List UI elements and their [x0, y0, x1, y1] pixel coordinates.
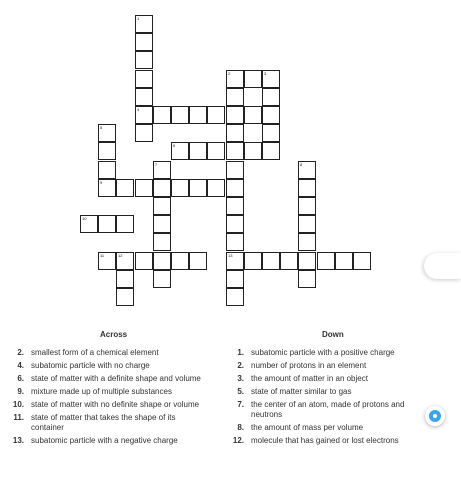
crossword-cell[interactable]: [226, 252, 244, 270]
crossword-cell[interactable]: [226, 124, 244, 142]
down-clue: [220, 374, 425, 384]
crossword-cell[interactable]: [244, 142, 262, 160]
crossword-cell[interactable]: [135, 51, 153, 69]
cell-number: 6: [173, 143, 176, 148]
crossword-cell[interactable]: [189, 106, 207, 124]
crossword-cell[interactable]: [135, 33, 153, 51]
across-clue: [0, 374, 205, 384]
crossword-cell[interactable]: [226, 179, 244, 197]
crossword-cell[interactable]: [226, 233, 244, 251]
cell-number: 1: [137, 16, 140, 21]
crossword-cell[interactable]: [116, 179, 134, 197]
cell-number: 12: [118, 253, 123, 258]
crossword-cell[interactable]: [135, 124, 153, 142]
crossword-cell[interactable]: [207, 142, 225, 160]
across-clue-list: [0, 348, 205, 449]
crossword-cell[interactable]: [189, 252, 207, 270]
crossword-cell[interactable]: [80, 215, 98, 233]
clue-number: 11.: [13, 413, 24, 422]
assistant-icon: [429, 410, 441, 422]
cell-number: 9: [100, 180, 103, 185]
crossword-cell[interactable]: [135, 106, 153, 124]
crossword-cell[interactable]: [298, 197, 316, 215]
cell-number: 5: [100, 125, 103, 130]
crossword-cell[interactable]: [226, 106, 244, 124]
crossword-cell[interactable]: [98, 252, 116, 270]
down-clue: [220, 361, 425, 371]
down-clue-list: [220, 348, 425, 449]
down-clue: [220, 348, 425, 358]
cell-number: 3: [264, 71, 267, 76]
clue-text: the center of an atom, made of protons and neutrons: [251, 400, 405, 419]
clue-text: state of matter with a definite shape and volume: [31, 374, 201, 383]
crossword-cell[interactable]: [116, 270, 134, 288]
crossword-cell[interactable]: [244, 70, 262, 88]
across-clue: [0, 400, 205, 410]
crossword-cell[interactable]: [298, 270, 316, 288]
down-clue: [220, 423, 425, 433]
crossword-cell[interactable]: [298, 233, 316, 251]
down-clue: [220, 387, 425, 397]
clue-number: 3.: [237, 374, 244, 383]
crossword-cell[interactable]: [280, 252, 298, 270]
across-clue: [0, 361, 205, 371]
clue-number: 2.: [237, 361, 244, 370]
down-clue: [220, 436, 425, 446]
crossword-cell[interactable]: [189, 179, 207, 197]
crossword-cell[interactable]: [153, 161, 171, 179]
clue-text: molecule that has gained or lost electrons: [251, 436, 399, 445]
crossword-cell[interactable]: [317, 252, 335, 270]
crossword-cell[interactable]: [226, 215, 244, 233]
crossword-cell[interactable]: [298, 215, 316, 233]
cell-number: 10: [82, 216, 87, 221]
crossword-cell[interactable]: [262, 252, 280, 270]
crossword-cell[interactable]: [98, 142, 116, 160]
crossword-cell[interactable]: [135, 179, 153, 197]
clue-text: subatomic particle with a positive charge: [251, 348, 395, 357]
across-clue: [0, 387, 205, 397]
clue-number: 1.: [237, 348, 244, 357]
clue-text: number of protons in an element: [251, 361, 367, 370]
crossword-cell[interactable]: [153, 106, 171, 124]
crossword-cell[interactable]: [226, 88, 244, 106]
crossword-cell[interactable]: [298, 252, 316, 270]
clue-number: 12.: [232, 436, 244, 445]
clue-text: subatomic particle with a negative charge: [31, 436, 178, 445]
cell-number: 4: [137, 107, 140, 112]
crossword-cell[interactable]: [262, 124, 280, 142]
crossword-cell[interactable]: [135, 88, 153, 106]
across-title: Across: [100, 330, 128, 339]
clue-number: 6.: [17, 374, 24, 383]
crossword-cell[interactable]: [116, 215, 134, 233]
down-title: Down: [322, 330, 344, 339]
crossword-cell[interactable]: [153, 197, 171, 215]
crossword-cell[interactable]: [153, 252, 171, 270]
crossword-cell[interactable]: [262, 70, 280, 88]
clue-number: 4.: [17, 361, 24, 370]
crossword-cell[interactable]: [226, 70, 244, 88]
clue-text: state of matter similar to gas: [251, 387, 352, 396]
cell-number: 8: [300, 162, 303, 167]
crossword-cell[interactable]: [153, 233, 171, 251]
cell-number: 11: [100, 253, 105, 258]
clue-number: 5.: [237, 387, 244, 396]
crossword-cell[interactable]: [171, 179, 189, 197]
cell-number: 13: [228, 253, 233, 258]
clue-text: the amount of mass per volume: [251, 423, 364, 432]
floating-assistant-button[interactable]: [425, 406, 445, 426]
across-clue: [0, 413, 205, 433]
crossword-cell[interactable]: [244, 106, 262, 124]
crossword-cell[interactable]: [335, 252, 353, 270]
crossword-cell[interactable]: [262, 106, 280, 124]
crossword-cell[interactable]: [298, 179, 316, 197]
crossword-cell[interactable]: [98, 179, 116, 197]
crossword-cell[interactable]: [135, 70, 153, 88]
clue-number: 13.: [12, 436, 24, 445]
crossword-cell[interactable]: [353, 252, 371, 270]
crossword-cell[interactable]: [262, 88, 280, 106]
down-clue: [220, 400, 425, 420]
across-clue: [0, 436, 205, 446]
crossword-cell[interactable]: [189, 142, 207, 160]
across-clue: [0, 348, 205, 358]
crossword-cell[interactable]: [116, 288, 134, 306]
crossword-cell[interactable]: [135, 15, 153, 33]
crossword-cell[interactable]: [171, 106, 189, 124]
clue-number: 9.: [17, 387, 24, 396]
cell-number: 7: [155, 162, 158, 167]
crossword-cell[interactable]: [135, 252, 153, 270]
clue-text: state of matter that takes the shape of its container: [31, 413, 176, 432]
clue-number: 8.: [237, 423, 244, 432]
crossword-cell[interactable]: [226, 270, 244, 288]
clue-text: state of matter with no definite shape or volume: [31, 400, 200, 409]
clue-number: 2.: [17, 348, 24, 357]
crossword-cell[interactable]: [153, 215, 171, 233]
crossword-cell[interactable]: [98, 161, 116, 179]
crossword-cell[interactable]: [226, 142, 244, 160]
crossword-cell[interactable]: [244, 252, 262, 270]
crossword-cell[interactable]: [262, 142, 280, 160]
clue-text: the amount of matter in an object: [251, 374, 368, 383]
crossword-cell[interactable]: [116, 252, 134, 270]
clue-text: smallest form of a chemical element: [31, 348, 159, 357]
clue-text: mixture made up of multiple substances: [31, 387, 172, 396]
crossword-cell[interactable]: [207, 179, 225, 197]
crossword-cell[interactable]: [226, 161, 244, 179]
crossword-cell[interactable]: [171, 142, 189, 160]
cell-number: 2: [228, 71, 231, 76]
crossword-cell[interactable]: [153, 270, 171, 288]
crossword-cell[interactable]: [171, 252, 189, 270]
crossword-cell[interactable]: [153, 179, 171, 197]
clue-number: 10.: [12, 400, 24, 409]
side-panel-handle[interactable]: [424, 253, 461, 279]
crossword-cell[interactable]: [226, 197, 244, 215]
crossword-cell[interactable]: [226, 288, 244, 306]
crossword-cell[interactable]: [98, 215, 116, 233]
clue-text: subatomic particle with no charge: [31, 361, 150, 370]
crossword-cell[interactable]: [298, 161, 316, 179]
clue-number: 7.: [237, 400, 244, 409]
crossword-cell[interactable]: [207, 106, 225, 124]
crossword-cell[interactable]: [98, 124, 116, 142]
